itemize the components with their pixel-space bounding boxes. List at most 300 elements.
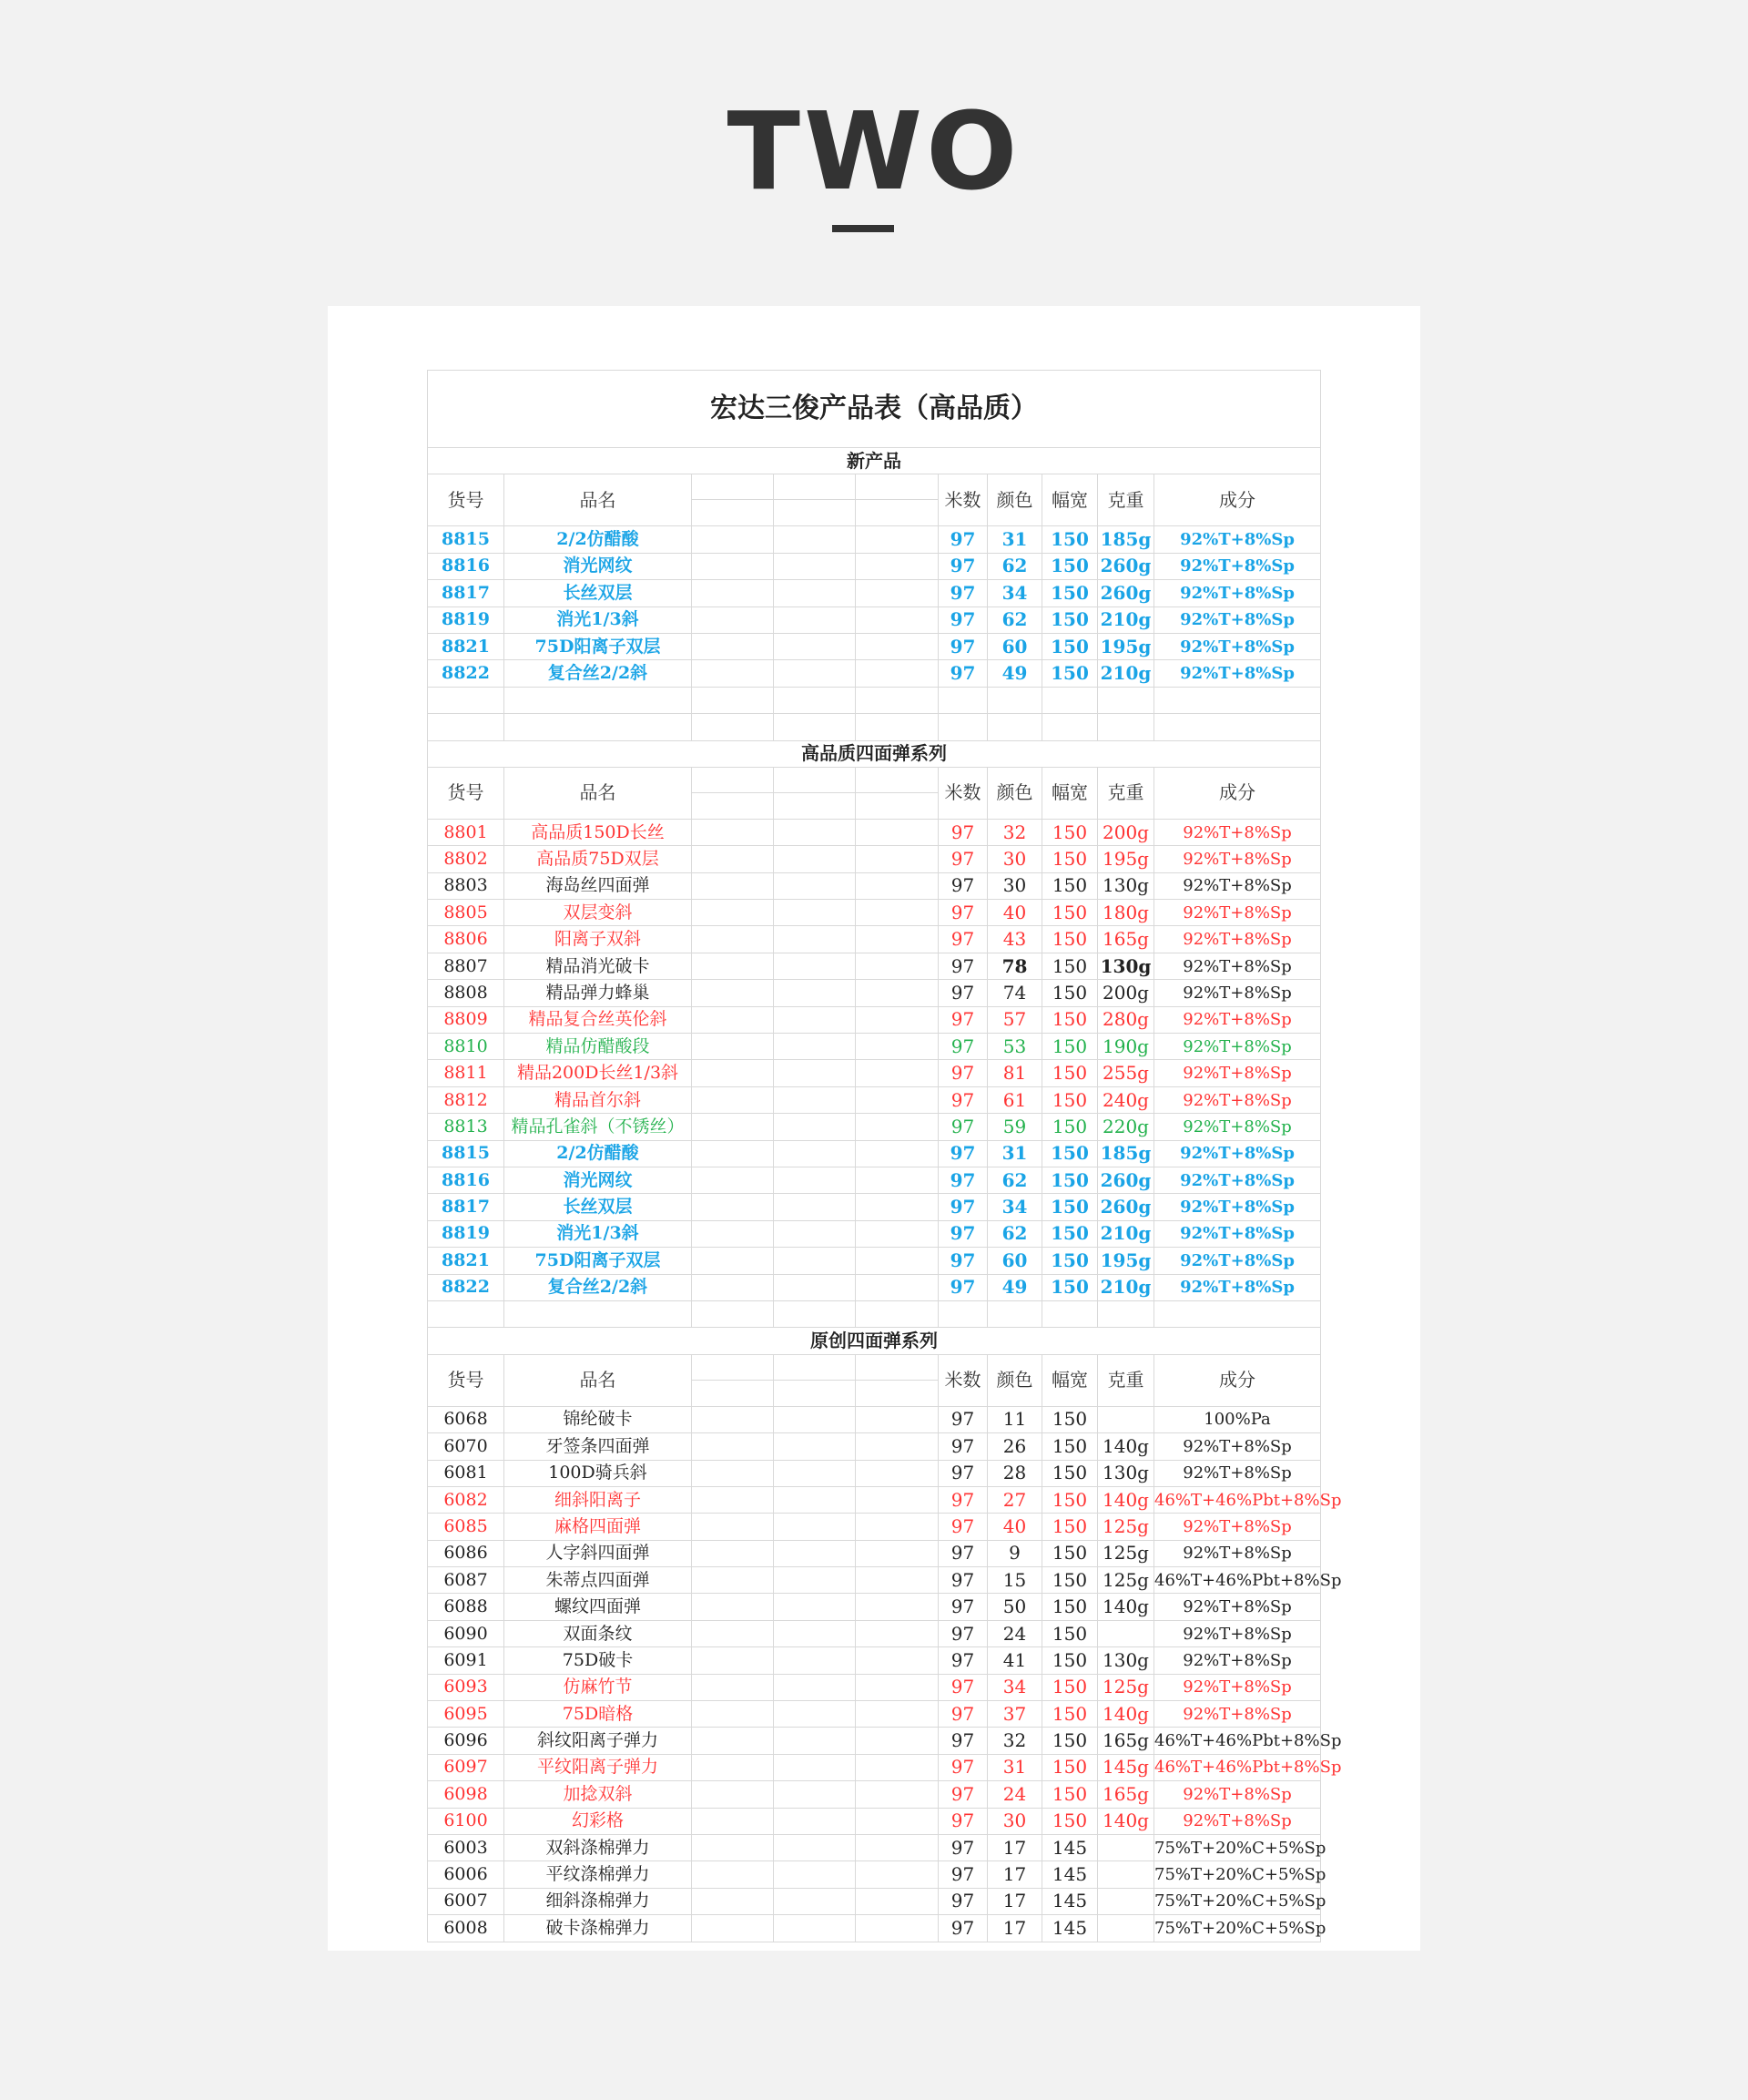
empty-cell [692, 1754, 774, 1780]
cell-weight [1098, 1834, 1154, 1860]
empty-cell [856, 1248, 939, 1274]
cell-comp: 92%T+8%Sp [1154, 1060, 1321, 1086]
cell-name: 高品质150D长丝 [504, 819, 692, 845]
cell-comp: 92%T+8%Sp [1154, 1808, 1321, 1834]
empty-cell [774, 633, 856, 659]
empty-cell [692, 1086, 774, 1113]
cell-meters: 97 [939, 1674, 988, 1700]
cell-width: 145 [1042, 1888, 1098, 1914]
cell-code: 8810 [428, 1034, 504, 1060]
cell-code: 6095 [428, 1701, 504, 1728]
cell-colors: 34 [988, 580, 1042, 607]
empty-cell [692, 553, 774, 579]
cell-weight [1098, 1888, 1154, 1914]
cell-width: 150 [1042, 660, 1098, 687]
empty-cell [774, 1701, 856, 1728]
empty-cell [1098, 1300, 1154, 1327]
cell-weight: 210g [1098, 1274, 1154, 1300]
cell-code: 8815 [428, 1140, 504, 1167]
product-row [428, 1248, 1321, 1274]
cell-width: 150 [1042, 1406, 1098, 1432]
product-row [428, 1006, 1321, 1033]
cell-name: 细斜涤棉弹力 [504, 1888, 692, 1914]
empty-cell [428, 1300, 504, 1327]
cell-code: 6088 [428, 1594, 504, 1620]
cell-code: 8822 [428, 1274, 504, 1300]
empty-cell [856, 900, 939, 926]
cell-weight: 195g [1098, 1248, 1154, 1274]
empty-cell [774, 1674, 856, 1700]
product-row [428, 1620, 1321, 1646]
cell-colors: 62 [988, 1167, 1042, 1193]
cell-colors: 41 [988, 1647, 1042, 1674]
product-row [428, 953, 1321, 979]
cell-width: 150 [1042, 900, 1098, 926]
cell-width: 150 [1042, 1567, 1098, 1594]
cell-name: 仿麻竹节 [504, 1674, 692, 1700]
empty-cell [856, 1728, 939, 1754]
header-meters: 米数 [939, 1354, 988, 1406]
cell-weight: 195g [1098, 633, 1154, 659]
empty-cell [692, 633, 774, 659]
product-row [428, 846, 1321, 872]
header-composition: 成分 [1154, 474, 1321, 526]
empty-cell [774, 1167, 856, 1193]
cell-colors: 61 [988, 1086, 1042, 1113]
cell-meters: 97 [939, 900, 988, 926]
cell-meters: 97 [939, 1808, 988, 1834]
product-row [428, 1861, 1321, 1888]
cell-comp: 92%T+8%Sp [1154, 1034, 1321, 1060]
empty-cell [856, 846, 939, 872]
cell-meters: 97 [939, 1620, 988, 1646]
cell-meters: 97 [939, 819, 988, 845]
cell-width: 150 [1042, 980, 1098, 1006]
header-name: 品名 [504, 767, 692, 819]
product-row [428, 1086, 1321, 1113]
empty-cell [774, 553, 856, 579]
empty-cell [856, 1006, 939, 1033]
empty-cell [856, 1674, 939, 1700]
empty-cell [856, 1486, 939, 1513]
empty-cell [856, 714, 939, 740]
cell-name: 消光1/3斜 [504, 1220, 692, 1247]
empty-cell [939, 687, 988, 713]
empty-cell [1154, 714, 1321, 740]
cell-name: 精品200D长丝1/3斜 [504, 1060, 692, 1086]
product-row [428, 1674, 1321, 1700]
header-meters: 米数 [939, 474, 988, 526]
cell-name: 复合丝2/2斜 [504, 660, 692, 687]
cell-colors: 62 [988, 607, 1042, 633]
empty-cell [692, 1406, 774, 1432]
empty-cell [692, 580, 774, 607]
header-code: 货号 [428, 1354, 504, 1406]
cell-width: 145 [1042, 1861, 1098, 1888]
cell-meters: 97 [939, 1220, 988, 1247]
cell-code: 6008 [428, 1915, 504, 1942]
empty-cell [774, 580, 856, 607]
cell-comp: 92%T+8%Sp [1154, 1006, 1321, 1033]
empty-cell [774, 926, 856, 953]
cell-width: 150 [1042, 1540, 1098, 1566]
cell-colors: 53 [988, 1034, 1042, 1060]
empty-cell [856, 1540, 939, 1566]
cell-meters: 97 [939, 1861, 988, 1888]
cell-width: 150 [1042, 1701, 1098, 1728]
cell-meters: 97 [939, 1006, 988, 1033]
cell-comp: 92%T+8%Sp [1154, 553, 1321, 579]
cell-width: 150 [1042, 1140, 1098, 1167]
cell-name: 幻彩格 [504, 1808, 692, 1834]
cell-meters: 97 [939, 926, 988, 953]
empty-cell [856, 1086, 939, 1113]
empty-cell [774, 980, 856, 1006]
cell-code: 8803 [428, 872, 504, 899]
product-row [428, 1540, 1321, 1566]
cell-weight: 140g [1098, 1433, 1154, 1460]
empty-cell [774, 1620, 856, 1646]
cell-name: 消光网纹 [504, 1167, 692, 1193]
product-row [428, 1406, 1321, 1432]
cell-comp: 92%T+8%Sp [1154, 1701, 1321, 1728]
product-row [428, 1567, 1321, 1594]
cell-comp: 92%T+8%Sp [1154, 1674, 1321, 1700]
cell-colors: 31 [988, 526, 1042, 553]
cell-width: 150 [1042, 1114, 1098, 1140]
empty-cell [692, 1060, 774, 1086]
cell-name: 斜纹阳离子弹力 [504, 1728, 692, 1754]
cell-code: 6085 [428, 1514, 504, 1540]
cell-weight: 195g [1098, 846, 1154, 872]
product-row [428, 1834, 1321, 1860]
empty-cell [774, 1194, 856, 1220]
header-width: 幅宽 [1042, 474, 1098, 526]
cell-width: 150 [1042, 1060, 1098, 1086]
cell-weight [1098, 1620, 1154, 1646]
empty-header-subcell [692, 474, 773, 500]
cell-meters: 97 [939, 1594, 988, 1620]
cell-name: 海岛丝四面弹 [504, 872, 692, 899]
empty-cell [856, 1140, 939, 1167]
empty-cell [692, 1861, 774, 1888]
cell-colors: 30 [988, 1808, 1042, 1834]
product-row [428, 819, 1321, 845]
empty-cell [692, 1915, 774, 1942]
empty-header-subcell [774, 1355, 855, 1381]
cell-code: 8805 [428, 900, 504, 926]
blank-row [428, 687, 1321, 713]
cell-comp: 92%T+8%Sp [1154, 1433, 1321, 1460]
empty-header-cell [856, 767, 939, 819]
cell-name: 螺纹四面弹 [504, 1594, 692, 1620]
cell-weight: 255g [1098, 1060, 1154, 1086]
section-title-row [428, 448, 1321, 474]
cell-width: 150 [1042, 526, 1098, 553]
cell-meters: 97 [939, 1433, 988, 1460]
cell-comp: 92%T+8%Sp [1154, 660, 1321, 687]
product-row [428, 1194, 1321, 1220]
product-row [428, 926, 1321, 953]
cell-comp: 92%T+8%Sp [1154, 633, 1321, 659]
cell-comp: 100%Pa [1154, 1406, 1321, 1432]
cell-code: 6097 [428, 1754, 504, 1780]
empty-cell [774, 953, 856, 979]
empty-header-cell [856, 474, 939, 526]
cell-colors: 24 [988, 1620, 1042, 1646]
cell-name: 细斜阳离子 [504, 1486, 692, 1513]
cell-colors: 78 [988, 953, 1042, 979]
empty-cell [856, 1808, 939, 1834]
product-row [428, 900, 1321, 926]
empty-cell [774, 1114, 856, 1140]
cell-width: 150 [1042, 1808, 1098, 1834]
header-code: 货号 [428, 767, 504, 819]
cell-colors: 9 [988, 1540, 1042, 1566]
cell-comp: 92%T+8%Sp [1154, 1114, 1321, 1140]
product-row [428, 1486, 1321, 1513]
cell-weight: 190g [1098, 1034, 1154, 1060]
cell-width: 150 [1042, 607, 1098, 633]
header-weight: 克重 [1098, 1354, 1154, 1406]
cell-colors: 15 [988, 1567, 1042, 1594]
empty-cell [774, 900, 856, 926]
product-table [427, 370, 1342, 1942]
cell-colors: 24 [988, 1781, 1042, 1808]
cell-name: 破卡涤棉弹力 [504, 1915, 692, 1942]
cell-comp: 92%T+8%Sp [1154, 1167, 1321, 1193]
section-title: 新产品 [428, 448, 1321, 474]
empty-cell [774, 846, 856, 872]
header-colors: 颜色 [988, 1354, 1042, 1406]
product-row [428, 980, 1321, 1006]
cell-comp: 92%T+8%Sp [1154, 1248, 1321, 1274]
empty-cell [774, 1647, 856, 1674]
empty-cell [856, 526, 939, 553]
cell-colors: 32 [988, 819, 1042, 845]
empty-cell [856, 607, 939, 633]
cell-comp: 92%T+8%Sp [1154, 872, 1321, 899]
cell-colors: 17 [988, 1834, 1042, 1860]
empty-cell [692, 1888, 774, 1914]
cell-width: 150 [1042, 1781, 1098, 1808]
cell-code: 8809 [428, 1006, 504, 1033]
empty-cell [1042, 1300, 1098, 1327]
product-row [428, 1167, 1321, 1193]
cell-meters: 97 [939, 1486, 988, 1513]
cell-name: 平纹涤棉弹力 [504, 1861, 692, 1888]
product-row [428, 1114, 1321, 1140]
product-row [428, 1915, 1321, 1942]
empty-cell [692, 1781, 774, 1808]
product-row [428, 526, 1321, 553]
cell-weight: 165g [1098, 1781, 1154, 1808]
empty-cell [692, 1540, 774, 1566]
empty-cell [774, 1220, 856, 1247]
cell-name: 精品复合丝英伦斜 [504, 1006, 692, 1033]
cell-comp: 75%T+20%C+5%Sp [1154, 1861, 1321, 1888]
empty-cell [856, 819, 939, 845]
product-row [428, 1140, 1321, 1167]
cell-width: 150 [1042, 1433, 1098, 1460]
empty-cell [692, 1300, 774, 1327]
heading-underline [832, 225, 894, 232]
cell-width: 150 [1042, 1248, 1098, 1274]
empty-cell [692, 1647, 774, 1674]
product-row [428, 633, 1321, 659]
cell-colors: 17 [988, 1861, 1042, 1888]
empty-cell [692, 1274, 774, 1300]
empty-cell [774, 1594, 856, 1620]
cell-comp: 75%T+20%C+5%Sp [1154, 1915, 1321, 1942]
header-code: 货号 [428, 474, 504, 526]
empty-cell [774, 819, 856, 845]
cell-width: 150 [1042, 1514, 1098, 1540]
empty-cell [692, 1834, 774, 1860]
cell-comp: 46%T+46%Pbt+8%Sp [1154, 1567, 1321, 1594]
empty-cell [856, 1433, 939, 1460]
header-name: 品名 [504, 474, 692, 526]
cell-weight: 260g [1098, 1167, 1154, 1193]
cell-width: 150 [1042, 819, 1098, 845]
cell-width: 150 [1042, 1086, 1098, 1113]
cell-width: 150 [1042, 1728, 1098, 1754]
cell-meters: 97 [939, 1540, 988, 1566]
cell-comp: 92%T+8%Sp [1154, 580, 1321, 607]
cell-name: 双层变斜 [504, 900, 692, 926]
section-title-row [428, 1328, 1321, 1354]
product-row [428, 1433, 1321, 1460]
cell-comp: 92%T+8%Sp [1154, 607, 1321, 633]
cell-name: 75D破卡 [504, 1647, 692, 1674]
empty-cell [774, 1140, 856, 1167]
cell-colors: 26 [988, 1433, 1042, 1460]
empty-cell [774, 1406, 856, 1432]
empty-cell [939, 714, 988, 740]
cell-comp: 92%T+8%Sp [1154, 1140, 1321, 1167]
empty-header-cell [856, 1354, 939, 1406]
empty-cell [774, 687, 856, 713]
empty-cell [692, 900, 774, 926]
header-meters: 米数 [939, 767, 988, 819]
empty-cell [692, 1594, 774, 1620]
cell-code: 8819 [428, 607, 504, 633]
cell-colors: 11 [988, 1406, 1042, 1432]
cell-weight: 140g [1098, 1594, 1154, 1620]
empty-cell [774, 1006, 856, 1033]
cell-width: 150 [1042, 1220, 1098, 1247]
empty-cell [428, 714, 504, 740]
cell-code: 8813 [428, 1114, 504, 1140]
blank-row [428, 1300, 1321, 1327]
empty-cell [856, 1274, 939, 1300]
cell-weight: 200g [1098, 980, 1154, 1006]
cell-code: 8811 [428, 1060, 504, 1086]
cell-name: 精品首尔斜 [504, 1086, 692, 1113]
cell-meters: 97 [939, 1514, 988, 1540]
empty-cell [856, 687, 939, 713]
empty-cell [856, 1114, 939, 1140]
empty-cell [692, 1114, 774, 1140]
cell-weight: 240g [1098, 1086, 1154, 1113]
cell-name: 锦纶破卡 [504, 1406, 692, 1432]
cell-width: 150 [1042, 553, 1098, 579]
cell-meters: 97 [939, 953, 988, 979]
cell-width: 150 [1042, 1006, 1098, 1033]
cell-comp: 92%T+8%Sp [1154, 1781, 1321, 1808]
product-row [428, 1808, 1321, 1834]
cell-width: 150 [1042, 1486, 1098, 1513]
cell-width: 150 [1042, 872, 1098, 899]
empty-cell [856, 553, 939, 579]
blank-row [428, 714, 1321, 740]
empty-cell [774, 1060, 856, 1086]
cell-code: 8822 [428, 660, 504, 687]
cell-colors: 40 [988, 900, 1042, 926]
header-weight: 克重 [1098, 767, 1154, 819]
cell-name: 消光网纹 [504, 553, 692, 579]
cell-weight: 185g [1098, 526, 1154, 553]
empty-cell [774, 1915, 856, 1942]
cell-weight: 145g [1098, 1754, 1154, 1780]
cell-code: 8808 [428, 980, 504, 1006]
cell-name: 长丝双层 [504, 1194, 692, 1220]
cell-weight: 185g [1098, 1140, 1154, 1167]
empty-cell [774, 714, 856, 740]
empty-cell [692, 1220, 774, 1247]
empty-cell [692, 607, 774, 633]
product-row [428, 1781, 1321, 1808]
empty-cell [692, 1486, 774, 1513]
empty-header-subcell [692, 768, 773, 793]
cell-meters: 97 [939, 1915, 988, 1942]
cell-weight: 260g [1098, 1194, 1154, 1220]
cell-code: 6093 [428, 1674, 504, 1700]
cell-colors: 32 [988, 1728, 1042, 1754]
cell-meters: 97 [939, 1701, 988, 1728]
cell-colors: 31 [988, 1140, 1042, 1167]
empty-cell [1042, 687, 1098, 713]
product-row [428, 872, 1321, 899]
empty-cell [939, 1300, 988, 1327]
column-header-row [428, 474, 1321, 526]
cell-colors: 28 [988, 1460, 1042, 1486]
product-row [428, 580, 1321, 607]
cell-width: 150 [1042, 1754, 1098, 1780]
cell-width: 150 [1042, 1194, 1098, 1220]
empty-header-cell [774, 767, 856, 819]
cell-weight: 180g [1098, 900, 1154, 926]
empty-cell [692, 846, 774, 872]
cell-meters: 97 [939, 980, 988, 1006]
cell-colors: 34 [988, 1194, 1042, 1220]
empty-cell [692, 1140, 774, 1167]
cell-name: 阳离子双斜 [504, 926, 692, 953]
cell-weight: 125g [1098, 1540, 1154, 1566]
cell-meters: 97 [939, 580, 988, 607]
empty-cell [1098, 687, 1154, 713]
product-row [428, 553, 1321, 579]
cell-code: 6003 [428, 1834, 504, 1860]
empty-header-subcell [856, 768, 938, 793]
cell-name: 高品质75D双层 [504, 846, 692, 872]
empty-cell [692, 1433, 774, 1460]
cell-comp: 92%T+8%Sp [1154, 1540, 1321, 1566]
cell-code: 6068 [428, 1406, 504, 1432]
empty-cell [692, 526, 774, 553]
cell-comp: 92%T+8%Sp [1154, 1220, 1321, 1247]
cell-meters: 97 [939, 1781, 988, 1808]
